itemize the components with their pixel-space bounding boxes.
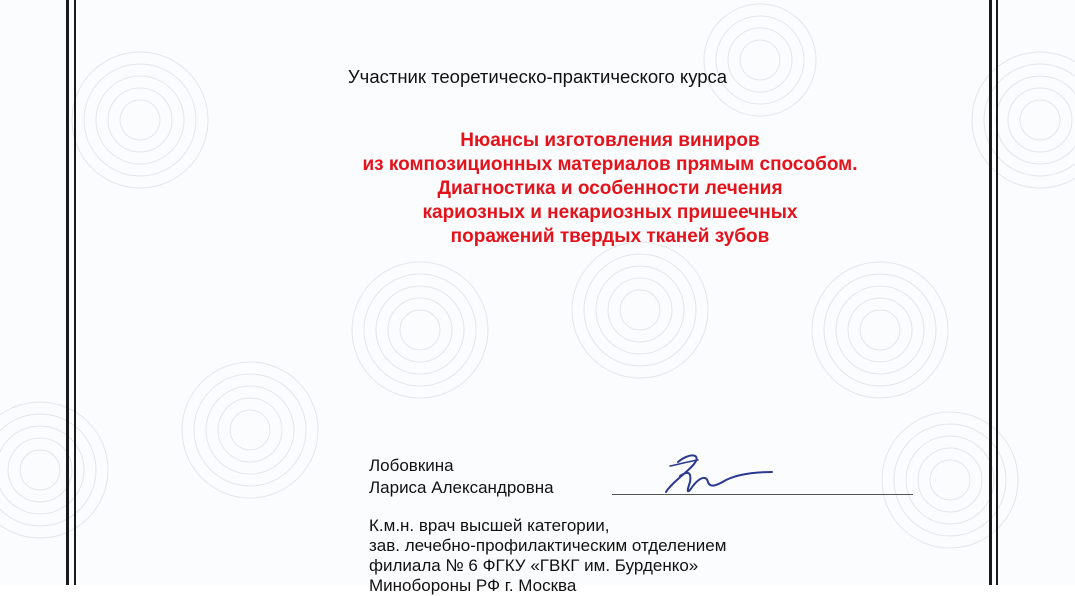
guilloche-rosette xyxy=(812,262,948,398)
signer-position-line: зав. лечебно-профилактическим отделением xyxy=(369,536,727,555)
handwritten-signature xyxy=(650,448,780,500)
guilloche-rosette xyxy=(182,362,318,498)
guilloche-rosette xyxy=(352,262,488,398)
signer-position-line: филиала № 6 ФГКУ «ГВКГ им. Бурденко» xyxy=(369,556,699,575)
signature-line xyxy=(612,494,913,495)
signer-position xyxy=(369,516,726,596)
signer-given-names: Лариса Александровна xyxy=(369,478,554,497)
guilloche-rosette xyxy=(0,402,108,538)
signer-surname: Лобовкина xyxy=(369,456,454,475)
guilloche-rosette xyxy=(572,242,708,378)
guilloche-rosette xyxy=(704,4,816,116)
participant-line: Участник теоретическо-практического курса xyxy=(347,66,728,87)
signer-position-line: К.м.н. врач высшей категории, xyxy=(369,516,610,535)
course-title-line: из композиционных материалов прямым способом. xyxy=(362,154,858,175)
signer-name xyxy=(369,455,554,499)
course-title-line: Нюансы изготовления виниров xyxy=(460,130,760,151)
course-title-line: поражений твердых тканей зубов xyxy=(450,226,770,247)
signer-position-line: Минобороны РФ г. Москва xyxy=(369,576,577,595)
course-title-line: Диагностика и особенности лечения xyxy=(437,178,783,199)
course-title xyxy=(300,129,920,249)
course-title-line: кариозных и некариозных пришеечных xyxy=(422,202,798,223)
